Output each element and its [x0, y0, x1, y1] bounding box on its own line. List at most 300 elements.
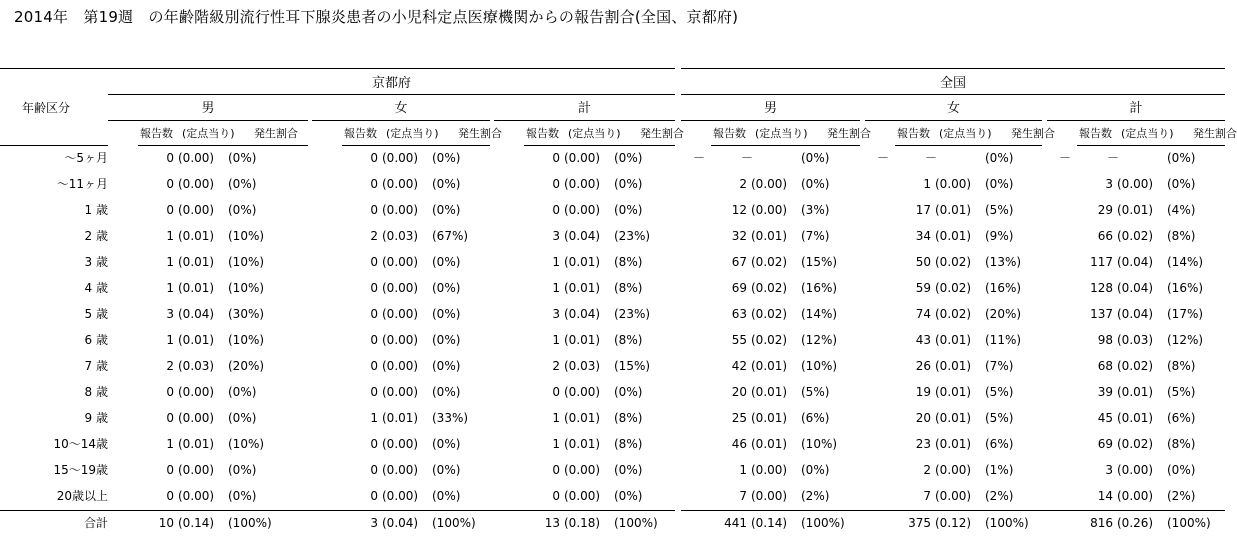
- header-top-rule-kyoto: [0, 68, 675, 69]
- report-count: 7: [739, 489, 747, 503]
- per-site-value: (0.02): [935, 307, 972, 321]
- ratio-value: (10%): [801, 359, 838, 373]
- ratio-value: (0%): [432, 151, 461, 165]
- col-report-header: 報告数: [1079, 127, 1112, 140]
- per-site-value: (0.00): [382, 203, 419, 217]
- ratio-value: (1%): [985, 463, 1014, 477]
- col-report-header: 報告数: [897, 127, 930, 140]
- region-header-kyoto: 京都府: [371, 76, 411, 91]
- per-site-value: (0.00): [382, 151, 419, 165]
- per-site-value: (0.00): [935, 489, 972, 503]
- report-count: 59: [915, 281, 931, 295]
- age-label: 1 歳: [84, 203, 108, 217]
- report-count: 816: [1090, 516, 1113, 530]
- per-site-value: (0.02): [751, 281, 788, 295]
- region-header-national: 全国: [939, 76, 966, 91]
- report-count: 14: [1097, 489, 1113, 503]
- per-site-value: (0.01): [935, 411, 972, 425]
- ratio-value: (5%): [801, 385, 830, 399]
- sex-rule-5: [1047, 120, 1225, 121]
- ratio-value: (0%): [801, 151, 830, 165]
- per-site-value: (0.00): [382, 437, 419, 451]
- col-report-header: 報告数: [344, 127, 377, 140]
- ratio-value: (2%): [1167, 489, 1196, 503]
- ratio-value: (0%): [228, 203, 257, 217]
- per-site-value: (0.00): [382, 177, 419, 191]
- per-site-value: (0.04): [1117, 281, 1154, 295]
- report-count: 1: [739, 463, 747, 477]
- per-site-value: (0.02): [935, 255, 972, 269]
- per-site-value: (0.04): [178, 307, 215, 321]
- age-label: 合計: [83, 516, 108, 530]
- report-count: 0: [166, 411, 174, 425]
- per-site-value: (0.01): [178, 281, 215, 295]
- ratio-value: (0%): [432, 489, 461, 503]
- per-site-value: (0.04): [564, 307, 601, 321]
- report-count: 46: [731, 437, 747, 451]
- report-count: 20: [731, 385, 747, 399]
- age-label: 5 歳: [84, 307, 108, 321]
- per-site-value: (0.14): [178, 516, 215, 530]
- report-count: 0: [552, 385, 560, 399]
- per-site-value: (0.01): [935, 333, 972, 347]
- sex-rule-2: [494, 120, 675, 121]
- per-site-value: (0.00): [382, 281, 419, 295]
- ratio-value: (0%): [614, 385, 643, 399]
- ratio-value: (0%): [614, 463, 643, 477]
- per-site-value: (0.00): [382, 359, 419, 373]
- ratio-value: (23%): [614, 307, 651, 321]
- report-count: 98: [1097, 333, 1113, 347]
- per-site-value: (0.00): [382, 333, 419, 347]
- ratio-value: (0%): [801, 177, 830, 191]
- subheader-rule-1: [342, 145, 490, 146]
- per-site-value: (0.02): [751, 307, 788, 321]
- ratio-value: (0%): [228, 385, 257, 399]
- ratio-value: (0%): [1167, 151, 1196, 165]
- per-site-value: (0.04): [1117, 307, 1154, 321]
- per-site-value: (0.04): [564, 229, 601, 243]
- report-count: 69: [731, 281, 747, 295]
- sex-rule-0: [108, 120, 308, 121]
- report-count: 0: [370, 177, 378, 191]
- col-per-header: (定点当り): [939, 127, 992, 140]
- per-site-value: (0.00): [1117, 177, 1154, 191]
- per-site-value: (0.01): [751, 411, 788, 425]
- per-site-value: (0.01): [382, 411, 419, 425]
- report-count: 2: [552, 359, 560, 373]
- col-ratio-header: 発生割合: [1011, 127, 1055, 140]
- region-rule-national: [681, 94, 1225, 95]
- ratio-value: (16%): [985, 281, 1022, 295]
- ratio-value: (100%): [228, 516, 272, 530]
- age-column-header: 年齢区分: [21, 101, 70, 115]
- report-count: 12: [731, 203, 747, 217]
- report-count: 0: [166, 463, 174, 477]
- ratio-value: (0%): [1167, 463, 1196, 477]
- ratio-value: (0%): [432, 359, 461, 373]
- ratio-value: (5%): [985, 203, 1014, 217]
- per-site-value: (0.00): [751, 463, 788, 477]
- ratio-value: (0%): [432, 307, 461, 321]
- report-count: 20: [915, 411, 931, 425]
- per-site-value: (0.01): [751, 359, 788, 373]
- ratio-value: (0%): [614, 151, 643, 165]
- header-top-rule-national: [681, 68, 1225, 69]
- ratio-value: (10%): [228, 333, 265, 347]
- report-count: 1: [166, 437, 174, 451]
- age-label: ～5ヶ月: [64, 151, 108, 165]
- report-count: 1: [923, 177, 931, 191]
- ratio-value: (8%): [1167, 359, 1196, 373]
- report-count: 0: [166, 385, 174, 399]
- sex-header-0: 男: [201, 101, 215, 116]
- report-count: 3: [1105, 177, 1113, 191]
- dash-cell: －: [1107, 151, 1120, 165]
- age-label: 10～14歳: [53, 437, 108, 451]
- ratio-value: (5%): [985, 411, 1014, 425]
- per-site-value: (0.00): [935, 177, 972, 191]
- report-count: 0: [166, 177, 174, 191]
- per-site-value: (0.00): [382, 307, 419, 321]
- per-site-value: (0.01): [564, 281, 601, 295]
- per-site-value: (0.00): [178, 411, 215, 425]
- age-label: 20歳以上: [56, 489, 108, 503]
- report-count: 0: [370, 307, 378, 321]
- ratio-value: (16%): [1167, 281, 1204, 295]
- per-site-value: (0.01): [935, 359, 972, 373]
- report-count: 29: [1097, 203, 1113, 217]
- report-count: 0: [552, 489, 560, 503]
- ratio-value: (0%): [432, 177, 461, 191]
- report-count: 45: [1097, 411, 1113, 425]
- sex-header-5: 計: [1129, 101, 1143, 116]
- per-site-value: (0.02): [751, 333, 788, 347]
- per-site-value: (0.00): [178, 463, 215, 477]
- col-ratio-header: 発生割合: [254, 127, 298, 140]
- ratio-value: (6%): [801, 411, 830, 425]
- ratio-value: (6%): [1167, 411, 1196, 425]
- report-count: 0: [370, 437, 378, 451]
- per-site-value: (0.01): [751, 385, 788, 399]
- report-count: 1: [370, 411, 378, 425]
- report-count: 17: [915, 203, 931, 217]
- report-count: 137: [1090, 307, 1113, 321]
- report-count: 3: [552, 229, 560, 243]
- report-count: 0: [166, 151, 174, 165]
- report-count: 2: [739, 177, 747, 191]
- ratio-value: (20%): [985, 307, 1022, 321]
- report-count: 55: [731, 333, 747, 347]
- report-count: 0: [370, 203, 378, 217]
- ratio-value: (0%): [432, 437, 461, 451]
- ratio-value: (8%): [1167, 229, 1196, 243]
- age-label: 8 歳: [84, 385, 108, 399]
- dash-cell: －: [1059, 151, 1072, 165]
- report-count: 0: [370, 333, 378, 347]
- report-count: 1: [552, 255, 560, 269]
- per-site-value: (0.00): [178, 151, 215, 165]
- per-site-value: (0.01): [935, 437, 972, 451]
- report-count: 13: [544, 516, 560, 530]
- ratio-value: (5%): [985, 385, 1014, 399]
- ratio-value: (4%): [1167, 203, 1196, 217]
- per-site-value: (0.18): [564, 516, 601, 530]
- report-count: 1: [166, 255, 174, 269]
- per-site-value: (0.14): [751, 516, 788, 530]
- ratio-value: (30%): [228, 307, 265, 321]
- report-count: 3: [1105, 463, 1113, 477]
- ratio-value: (2%): [985, 489, 1014, 503]
- per-site-value: (0.01): [751, 229, 788, 243]
- dash-cell: －: [925, 151, 938, 165]
- sex-rule-3: [681, 120, 860, 121]
- report-count: 441: [724, 516, 747, 530]
- per-site-value: (0.00): [564, 203, 601, 217]
- per-site-value: (0.02): [935, 281, 972, 295]
- sex-header-4: 女: [946, 101, 960, 116]
- ratio-value: (13%): [985, 255, 1022, 269]
- per-site-value: (0.00): [178, 385, 215, 399]
- report-count: 3: [166, 307, 174, 321]
- report-count: 1: [552, 333, 560, 347]
- report-count: 0: [370, 489, 378, 503]
- per-site-value: (0.00): [178, 203, 215, 217]
- age-label: 4 歳: [84, 281, 108, 295]
- ratio-value: (0%): [614, 177, 643, 191]
- report-count: 34: [915, 229, 931, 243]
- col-per-header: (定点当り): [755, 127, 808, 140]
- report-count: 23: [915, 437, 931, 451]
- age-label: 9 歳: [84, 411, 108, 425]
- per-site-value: (0.00): [382, 489, 419, 503]
- ratio-value: (12%): [1167, 333, 1204, 347]
- per-site-value: (0.00): [1117, 463, 1154, 477]
- per-site-value: (0.04): [1117, 255, 1154, 269]
- ratio-value: (12%): [801, 333, 838, 347]
- report-count: 26: [915, 359, 931, 373]
- per-site-value: (0.00): [178, 177, 215, 191]
- ratio-value: (33%): [432, 411, 469, 425]
- report-count: 0: [552, 463, 560, 477]
- per-site-value: (0.00): [751, 177, 788, 191]
- ratio-value: (2%): [801, 489, 830, 503]
- ratio-value: (3%): [801, 203, 830, 217]
- ratio-value: (100%): [801, 516, 845, 530]
- col-ratio-header: 発生割合: [458, 127, 502, 140]
- ratio-value: (0%): [985, 177, 1014, 191]
- report-count: 66: [1097, 229, 1113, 243]
- report-count: 0: [370, 255, 378, 269]
- sex-header-1: 女: [394, 101, 408, 116]
- ratio-value: (8%): [614, 437, 643, 451]
- col-report-header: 報告数: [713, 127, 746, 140]
- col-report-header: 報告数: [140, 127, 173, 140]
- report-count: 67: [731, 255, 747, 269]
- per-site-value: (0.01): [564, 437, 601, 451]
- sex-header-3: 男: [763, 101, 777, 116]
- per-site-value: (0.00): [564, 151, 601, 165]
- report-count: 3: [552, 307, 560, 321]
- report-count: 0: [370, 385, 378, 399]
- per-site-value: (0.01): [178, 333, 215, 347]
- per-site-value: (0.00): [1117, 489, 1154, 503]
- ratio-value: (0%): [432, 333, 461, 347]
- report-count: 2: [166, 359, 174, 373]
- subheader-rule-2: [524, 145, 675, 146]
- ratio-value: (67%): [432, 229, 469, 243]
- col-per-header: (定点当り): [1121, 127, 1174, 140]
- ratio-value: (20%): [228, 359, 265, 373]
- ratio-value: (8%): [1167, 437, 1196, 451]
- report-count: 50: [915, 255, 931, 269]
- dash-cell: －: [741, 151, 754, 165]
- per-site-value: (0.01): [564, 411, 601, 425]
- per-site-value: (0.03): [382, 229, 419, 243]
- subheader-rule-0: [138, 145, 308, 146]
- per-site-value: (0.00): [935, 463, 972, 477]
- ratio-value: (15%): [801, 255, 838, 269]
- report-count: 2: [370, 229, 378, 243]
- ratio-value: (0%): [228, 489, 257, 503]
- per-site-value: (0.01): [564, 255, 601, 269]
- ratio-value: (0%): [614, 489, 643, 503]
- ratio-value: (15%): [614, 359, 651, 373]
- per-site-value: (0.01): [935, 203, 972, 217]
- report-count: 68: [1097, 359, 1113, 373]
- per-site-value: (0.01): [178, 255, 215, 269]
- col-per-header: (定点当り): [568, 127, 621, 140]
- per-site-value: (0.00): [382, 463, 419, 477]
- page-title: 2014年 第19週 の年齢階級別流行性耳下腺炎患者の小児科定点医療機関からの報告割合(全国、京都府): [14, 8, 739, 26]
- report-count: 1: [166, 281, 174, 295]
- ratio-value: (5%): [1167, 385, 1196, 399]
- ratio-value: (17%): [1167, 307, 1204, 321]
- ratio-value: (0%): [1167, 177, 1196, 191]
- report-count: 0: [370, 281, 378, 295]
- dash-cell: －: [877, 151, 890, 165]
- age-label: 3 歳: [84, 255, 108, 269]
- report-count: 0: [552, 151, 560, 165]
- per-site-value: (0.02): [1117, 229, 1154, 243]
- per-site-value: (0.02): [1117, 437, 1154, 451]
- ratio-value: (23%): [614, 229, 651, 243]
- ratio-value: (0%): [614, 203, 643, 217]
- age-label: 2 歳: [84, 229, 108, 243]
- col-ratio-header: 発生割合: [640, 127, 684, 140]
- ratio-value: (100%): [1167, 516, 1211, 530]
- ratio-value: (0%): [432, 463, 461, 477]
- total-rule-national: [681, 510, 1225, 511]
- report-count: 0: [166, 489, 174, 503]
- total-rule-kyoto: [0, 510, 675, 511]
- ratio-value: (11%): [985, 333, 1022, 347]
- ratio-value: (8%): [614, 333, 643, 347]
- subheader-rule-4: [895, 145, 1042, 146]
- report-count: 0: [166, 203, 174, 217]
- report-count: 74: [915, 307, 931, 321]
- report-count: 7: [923, 489, 931, 503]
- per-site-value: (0.00): [382, 255, 419, 269]
- per-site-value: (0.03): [1117, 333, 1154, 347]
- ratio-value: (0%): [228, 463, 257, 477]
- sex-header-2: 計: [577, 101, 591, 116]
- per-site-value: (0.00): [564, 177, 601, 191]
- ratio-value: (0%): [432, 203, 461, 217]
- per-site-value: (0.01): [935, 229, 972, 243]
- col-ratio-header: 発生割合: [1193, 127, 1237, 140]
- report-count: 42: [731, 359, 747, 373]
- per-site-value: (0.01): [178, 437, 215, 451]
- report-count: 1: [166, 229, 174, 243]
- report-count: 63: [731, 307, 747, 321]
- per-site-value: (0.01): [935, 385, 972, 399]
- per-site-value: (0.02): [751, 255, 788, 269]
- report-count: 1: [552, 411, 560, 425]
- per-site-value: (0.01): [1117, 203, 1154, 217]
- col-per-header: (定点当り): [386, 127, 439, 140]
- report-count: 1: [552, 281, 560, 295]
- region-rule-kyoto: [108, 94, 675, 95]
- ratio-value: (0%): [228, 151, 257, 165]
- report-count: 0: [370, 151, 378, 165]
- ratio-value: (100%): [432, 516, 476, 530]
- ratio-value: (0%): [228, 411, 257, 425]
- col-per-header: (定点当り): [182, 127, 235, 140]
- ratio-value: (10%): [801, 437, 838, 451]
- report-count: 1: [552, 437, 560, 451]
- age-label: ～11ヶ月: [56, 177, 108, 191]
- report-count: 0: [370, 359, 378, 373]
- per-site-value: (0.00): [178, 489, 215, 503]
- per-site-value: (0.00): [564, 463, 601, 477]
- ratio-value: (0%): [985, 151, 1014, 165]
- report-count: 375: [908, 516, 931, 530]
- subheader-rule-3: [711, 145, 860, 146]
- per-site-value: (0.03): [178, 359, 215, 373]
- ratio-value: (10%): [228, 229, 265, 243]
- ratio-value: (8%): [614, 255, 643, 269]
- per-site-value: (0.00): [382, 385, 419, 399]
- report-count: 19: [915, 385, 931, 399]
- report-count: 0: [552, 203, 560, 217]
- report-count: 43: [915, 333, 931, 347]
- ratio-value: (0%): [801, 463, 830, 477]
- subheader-rule-5: [1077, 145, 1225, 146]
- ratio-value: (16%): [801, 281, 838, 295]
- report-count: 0: [552, 177, 560, 191]
- ratio-value: (10%): [228, 255, 265, 269]
- ratio-value: (0%): [432, 281, 461, 295]
- per-site-value: (0.00): [751, 203, 788, 217]
- ratio-value: (9%): [985, 229, 1014, 243]
- ratio-value: (14%): [801, 307, 838, 321]
- per-site-value: (0.02): [1117, 359, 1154, 373]
- age-header-rule: [0, 145, 108, 146]
- per-site-value: (0.00): [564, 489, 601, 503]
- ratio-value: (8%): [614, 411, 643, 425]
- report-count: 128: [1090, 281, 1113, 295]
- ratio-value: (7%): [985, 359, 1014, 373]
- report-count: 10: [158, 516, 174, 530]
- col-ratio-header: 発生割合: [827, 127, 871, 140]
- report-count: 32: [731, 229, 747, 243]
- per-site-value: (0.03): [564, 359, 601, 373]
- report-count: 69: [1097, 437, 1113, 451]
- dash-cell: －: [693, 151, 706, 165]
- per-site-value: (0.01): [751, 437, 788, 451]
- ratio-value: (6%): [985, 437, 1014, 451]
